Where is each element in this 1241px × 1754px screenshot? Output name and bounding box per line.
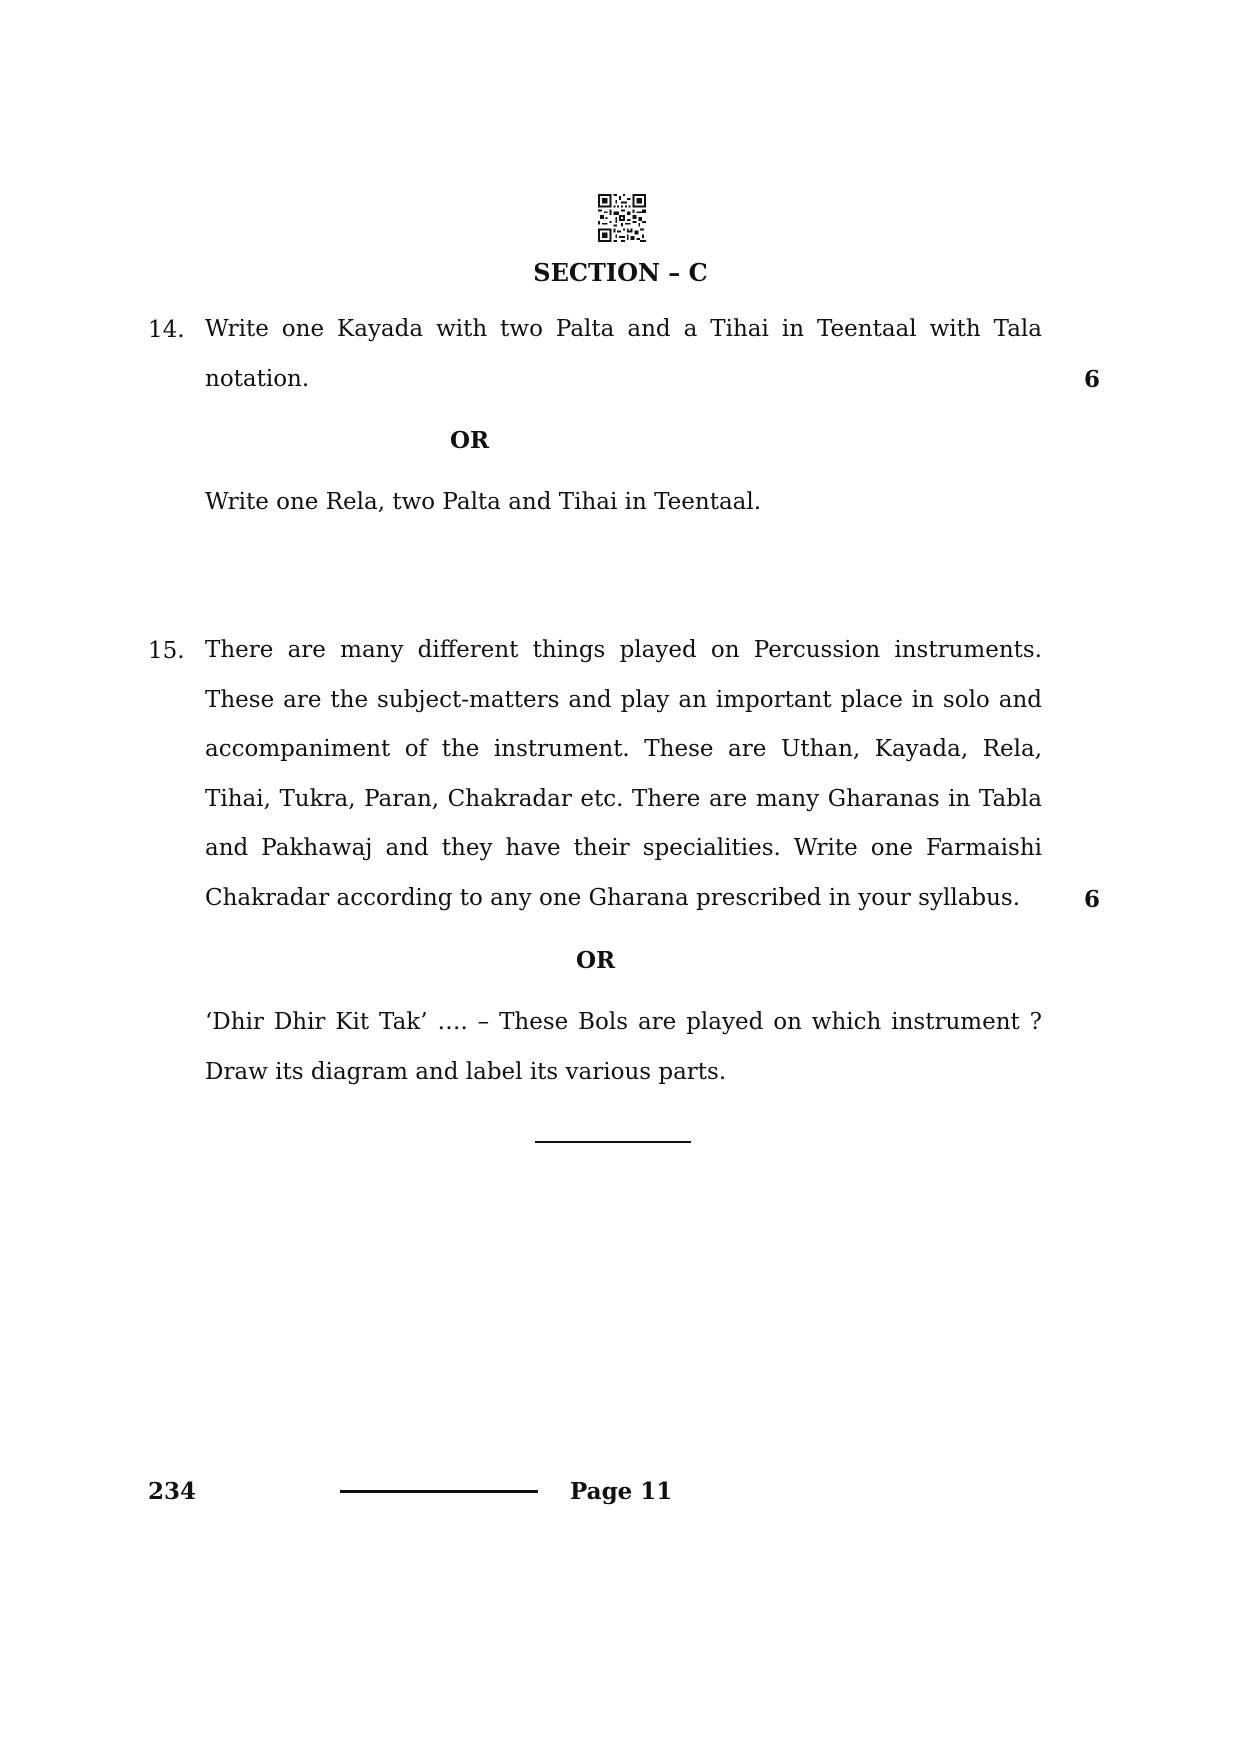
footer-divider	[340, 1490, 538, 1493]
question-14-marks: 6	[1083, 366, 1100, 393]
question-15-number: 15.	[148, 638, 185, 664]
qr-code-icon	[598, 194, 646, 242]
paper-code: 234	[148, 1478, 197, 1505]
question-15-alternative: ‘Dhir Dhir Kit Tak’ …. – These Bols are played on which instrument ? Draw its diagram and label its various parts.	[205, 1009, 1042, 1085]
question-14-alternative: Write one Rela, two Palta and Tihai in Teentaal.	[205, 489, 762, 515]
question-14-number: 14.	[148, 317, 185, 343]
end-of-section-divider	[535, 1141, 691, 1143]
section-title: SECTION – C	[533, 258, 708, 287]
page-number: Page 11	[570, 1478, 673, 1505]
question-14-or-label: OR	[450, 427, 490, 454]
question-15-or-label: OR	[576, 947, 616, 974]
question-15-marks: 6	[1083, 886, 1100, 913]
question-14-text: Write one Kayada with two Palta and a Tihai in Teentaal with Tala notation.	[205, 316, 1042, 392]
question-15-text: There are many different things played on Percussion instruments. These are the subject-matters and play an important place in solo and accompaniment of the instrument. These are Uthan, Kayada, Rela, Tihai, Tukra, Paran, Chakradar etc. There are many Gharanas in Tabla and Pakhawaj and they have their specialities. Write one Farmaishi Chakradar according to any one Gharana prescribed in your syllabus.	[205, 637, 1042, 911]
